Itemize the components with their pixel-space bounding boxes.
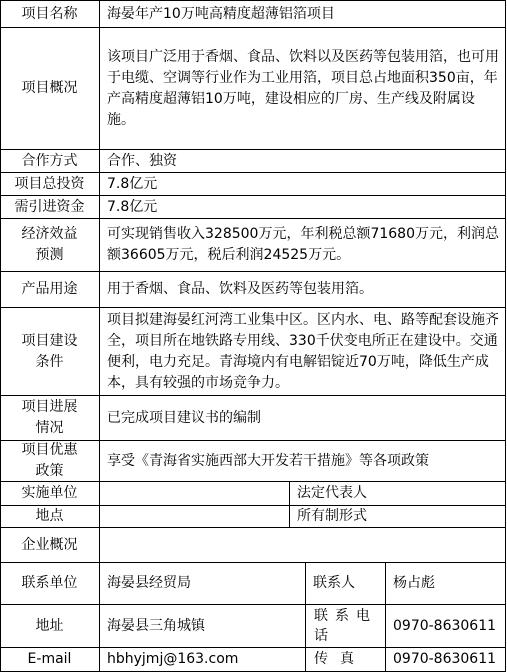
policy-value: 享受《青海省实施西部大开发若干措施》等各项政策 bbox=[107, 452, 429, 469]
fax-value: 0970-8630611 bbox=[393, 651, 497, 667]
legal-rep-label: 法定代表人 bbox=[297, 485, 367, 501]
economic-benefit-label: 经济效益预测 bbox=[21, 226, 78, 263]
ownership-label: 所有制形式 bbox=[297, 508, 367, 524]
implementing-unit-label: 实施单位 bbox=[21, 485, 78, 501]
project-name-label: 项目名称 bbox=[21, 5, 78, 22]
contact-unit-value: 海晏县经贸局 bbox=[107, 575, 191, 591]
address-label: 地址 bbox=[35, 617, 64, 634]
enterprise-overview-label: 企业概况 bbox=[21, 536, 78, 553]
cooperation-value: 合作、独资 bbox=[107, 152, 177, 169]
address-value: 海晏县三角城镇 bbox=[107, 617, 205, 634]
capital-needed-label: 需引进资金 bbox=[14, 198, 85, 215]
project-overview-label: 项目概况 bbox=[21, 80, 78, 96]
product-usage-value: 用于香烟、食品、饮料及医药等包装用箔。 bbox=[107, 281, 373, 297]
fax-label: 传真 bbox=[314, 651, 366, 667]
contact-person-label: 联系人 bbox=[313, 575, 355, 591]
total-investment-value: 7.8亿元 bbox=[107, 175, 158, 192]
email-label: E-mail bbox=[27, 651, 72, 667]
cooperation-label: 合作方式 bbox=[21, 152, 78, 169]
progress-label: 项目进展情况 bbox=[21, 399, 78, 436]
project-overview-value: 该项目广泛用于香烟、食品、饮料以及医药等包装用箔，也可用于电缆、空调等行业作为工业用箔，项目总占地面积350亩，年产高精度超薄铝10万吨，建设相应的厂房、生产线及附属设施。 bbox=[107, 48, 499, 128]
location-value bbox=[100, 506, 289, 527]
implementing-unit-value bbox=[100, 482, 289, 505]
email-value: hbhyjmj@163.com bbox=[107, 651, 239, 667]
contact-person-value: 杨占彪 bbox=[393, 575, 435, 591]
enterprise-overview-value bbox=[100, 528, 505, 562]
product-usage-label: 产品用途 bbox=[21, 281, 78, 297]
location-label: 地点 bbox=[35, 508, 64, 524]
policy-label: 项目优惠政策 bbox=[21, 442, 78, 479]
capital-needed-value: 7.8亿元 bbox=[107, 198, 158, 215]
construction-conditions-label: 项目建设条件 bbox=[21, 332, 78, 370]
project-name-value: 海晏年产10万吨高精度超薄铝箔项目 bbox=[107, 5, 335, 22]
construction-conditions-value: 项目拟建海晏红河湾工业集中区。区内水、电、路等配套设施齐全，项目所在地铁路专用线、330千伏变电所正在建设中。交通便利，电力充足。青海境内有电解铝锭近70万吨，降低生产成本，具有较强的市场竞争力。 bbox=[107, 311, 499, 391]
contact-phone-value: 0970-8630611 bbox=[393, 617, 497, 634]
economic-benefit-value: 可实现销售收入328500万元，年利税总额71680万元，利润总额36605万元，税后利润24525万元。 bbox=[107, 226, 499, 263]
contact-unit-label: 联系单位 bbox=[21, 575, 78, 591]
total-investment-label: 项目总投资 bbox=[14, 175, 85, 192]
progress-value: 已完成项目建议书的编制 bbox=[107, 409, 261, 426]
contact-phone-label: 联系电话 bbox=[314, 608, 377, 644]
